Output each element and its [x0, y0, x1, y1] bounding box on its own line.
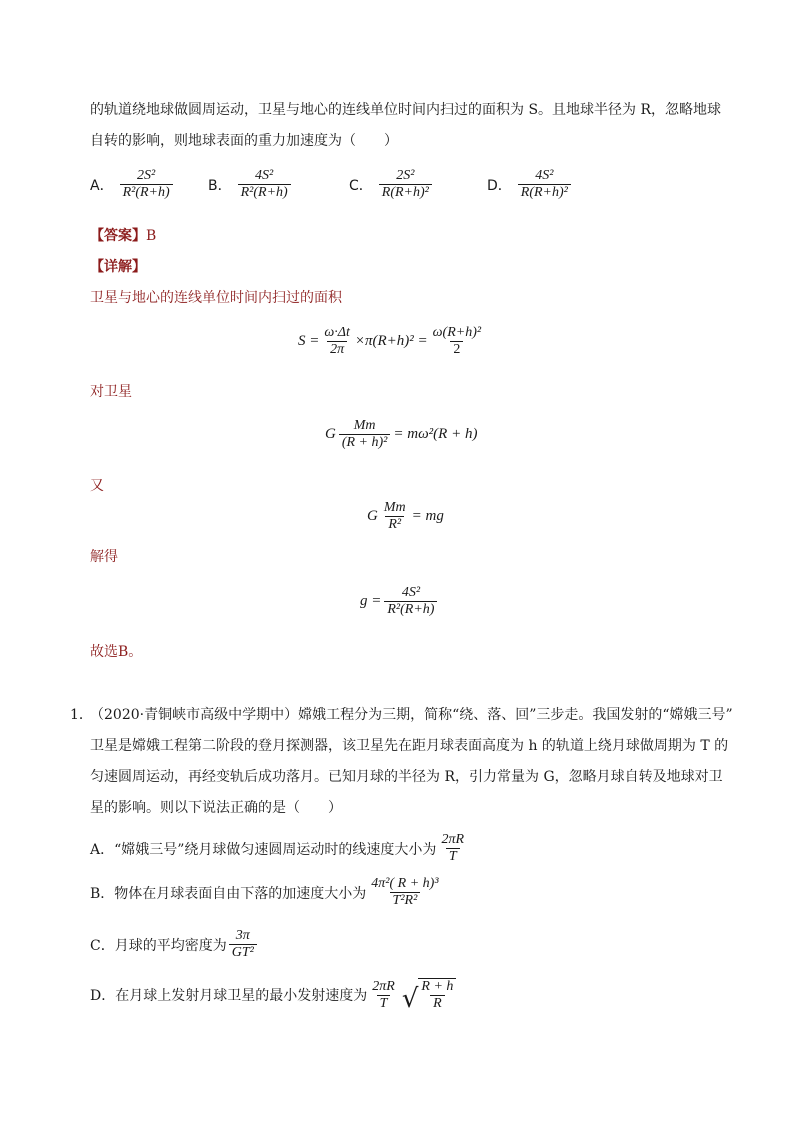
eq3-prefix: G — [367, 508, 378, 524]
option-a — [90, 168, 173, 201]
option-b-label: B． — [208, 177, 232, 194]
prev-question-line-2: 自转的影响，则地球表面的重力加速度为（ ） — [90, 133, 398, 149]
eq1-f1-denominator: 2π — [327, 341, 347, 358]
q1-option-a-text: A．“嫦娥三号”绕月球做匀速圆周运动时的线速度大小为 — [90, 841, 437, 858]
prev-question-line-1: 的轨道绕地球做圆周运动，卫星与地心的连线单位时间内扫过的面积为 S。且地球半径为 R，忽略地球 — [90, 102, 722, 118]
explanation-tag: 【详解】 — [90, 259, 146, 275]
eq1-f1-numerator: ω·Δt — [324, 325, 350, 340]
option-b-numerator: 4S² — [255, 168, 274, 183]
option-c-denominator: R(R+h)² — [379, 184, 432, 201]
option-a-label: A． — [90, 177, 114, 194]
q1-option-d-radicand-denominator: R — [430, 995, 445, 1012]
eq1-f2-numerator: ω(R+h)² — [432, 325, 482, 340]
eq2-denominator: (R + h)² — [339, 434, 391, 451]
question-1-line-3: 匀速圆周运动，再经变轨后成功落月。已知月球的半径为 R，引力常量为 G，忽略月球自转及地球对卫 — [90, 769, 723, 785]
q1-option-c-text: C．月球的平均密度为 — [90, 937, 227, 954]
option-a-denominator: R²(R+h) — [120, 184, 173, 201]
eq2-prefix: G — [325, 426, 336, 442]
option-c-label: C． — [349, 177, 373, 194]
eq4-numerator: 4S² — [401, 585, 421, 600]
eq1-fraction-1 — [321, 325, 353, 358]
question-1-option-a — [90, 832, 467, 865]
q1-option-a-fraction — [438, 832, 467, 865]
q1-option-a-numerator: 2πR — [441, 832, 465, 847]
eq1-fraction-2 — [430, 325, 484, 358]
eq3-denominator: R² — [385, 516, 404, 533]
option-d-fraction — [518, 168, 571, 201]
q1-option-c-denominator: GT² — [229, 944, 257, 961]
eq1-middle: ×π(R+h)² = — [354, 333, 428, 349]
equation-satellite — [325, 418, 477, 451]
eq2-rhs: = mω²(R + h) — [393, 426, 478, 442]
option-b-fraction — [238, 168, 291, 201]
explanation-step-3: 又 — [90, 478, 104, 494]
eq4-denominator: R²(R+h) — [384, 601, 437, 618]
question-1-line-1: （2020·青铜峡市高级中学期中）嫦娥工程分为三期，简称“绕、落、回”三步走。我国发射的“嫦娥三号” — [90, 707, 733, 723]
q1-option-d-text: D．在月球上发射月球卫星的最小发射速度为 — [90, 988, 368, 1004]
q1-option-b-denominator: T²R² — [390, 892, 421, 909]
q1-option-d-numerator: 2πR — [372, 978, 395, 994]
equation-area — [298, 325, 484, 358]
q1-option-d-radicand — [418, 978, 456, 1012]
option-c — [349, 168, 432, 201]
q1-option-d-radicand-numerator: R + h — [421, 979, 454, 994]
eq1-lhs: S = — [298, 333, 320, 349]
question-1-line-2: 卫星是嫦娥工程第二阶段的登月探测器，该卫星先在距月球表面高度为 h 的轨道上绕月球做周期为 T 的 — [90, 738, 729, 754]
explanation-step-4: 解得 — [90, 549, 118, 565]
explanation-conclusion: 故选B。 — [90, 644, 143, 660]
question-1-option-b — [90, 876, 442, 909]
answer-value: B — [146, 228, 157, 244]
question-1-line-4: 星的影响。则以下说法正确的是（ ） — [90, 800, 342, 816]
option-b-denominator: R²(R+h) — [238, 184, 291, 201]
q1-option-b-numerator: 4π²( R + h)³ — [371, 876, 439, 891]
option-a-fraction — [120, 168, 173, 201]
sqrt-icon: √ — [401, 984, 419, 1014]
answer-tag: 【答案】 — [90, 228, 146, 244]
q1-option-d-denominator: T — [377, 995, 391, 1012]
q1-option-c-fraction — [229, 928, 257, 961]
q1-option-b-fraction — [368, 876, 441, 909]
option-d-label: D． — [487, 177, 512, 194]
eq2-fraction — [339, 418, 391, 451]
option-b — [208, 168, 291, 201]
option-c-numerator: 2S² — [396, 168, 415, 183]
option-d-numerator: 4S² — [535, 168, 554, 183]
option-d-denominator: R(R+h)² — [518, 184, 571, 201]
q1-option-a-denominator: T — [446, 848, 460, 865]
explanation-step-1: 卫星与地心的连线单位时间内扫过的面积 — [90, 290, 342, 306]
equation-gravity — [367, 500, 444, 533]
option-a-numerator: 2S² — [137, 168, 156, 183]
eq3-rhs: = mg — [411, 508, 444, 524]
q1-option-d-fraction — [369, 979, 398, 1012]
eq3-fraction — [381, 500, 409, 533]
eq3-numerator: Mm — [383, 500, 406, 515]
question-1-number: 1． — [70, 707, 93, 723]
answer-line — [90, 226, 156, 246]
q1-option-c-numerator: 3π — [235, 928, 250, 943]
explanation-step-2: 对卫星 — [90, 384, 132, 400]
q1-option-b-text: B．物体在月球表面自由下落的加速度大小为 — [90, 885, 367, 902]
equation-result — [360, 585, 437, 618]
question-1-option-c — [90, 928, 257, 961]
eq4-fraction — [384, 585, 437, 618]
eq4-lhs: g = — [360, 593, 382, 609]
option-d — [487, 168, 571, 201]
q1-option-d-radical — [402, 978, 457, 1012]
question-1-option-d — [90, 978, 456, 1012]
eq2-numerator: Mm — [353, 418, 376, 433]
option-c-fraction — [379, 168, 432, 201]
eq1-f2-denominator: 2 — [450, 341, 463, 358]
